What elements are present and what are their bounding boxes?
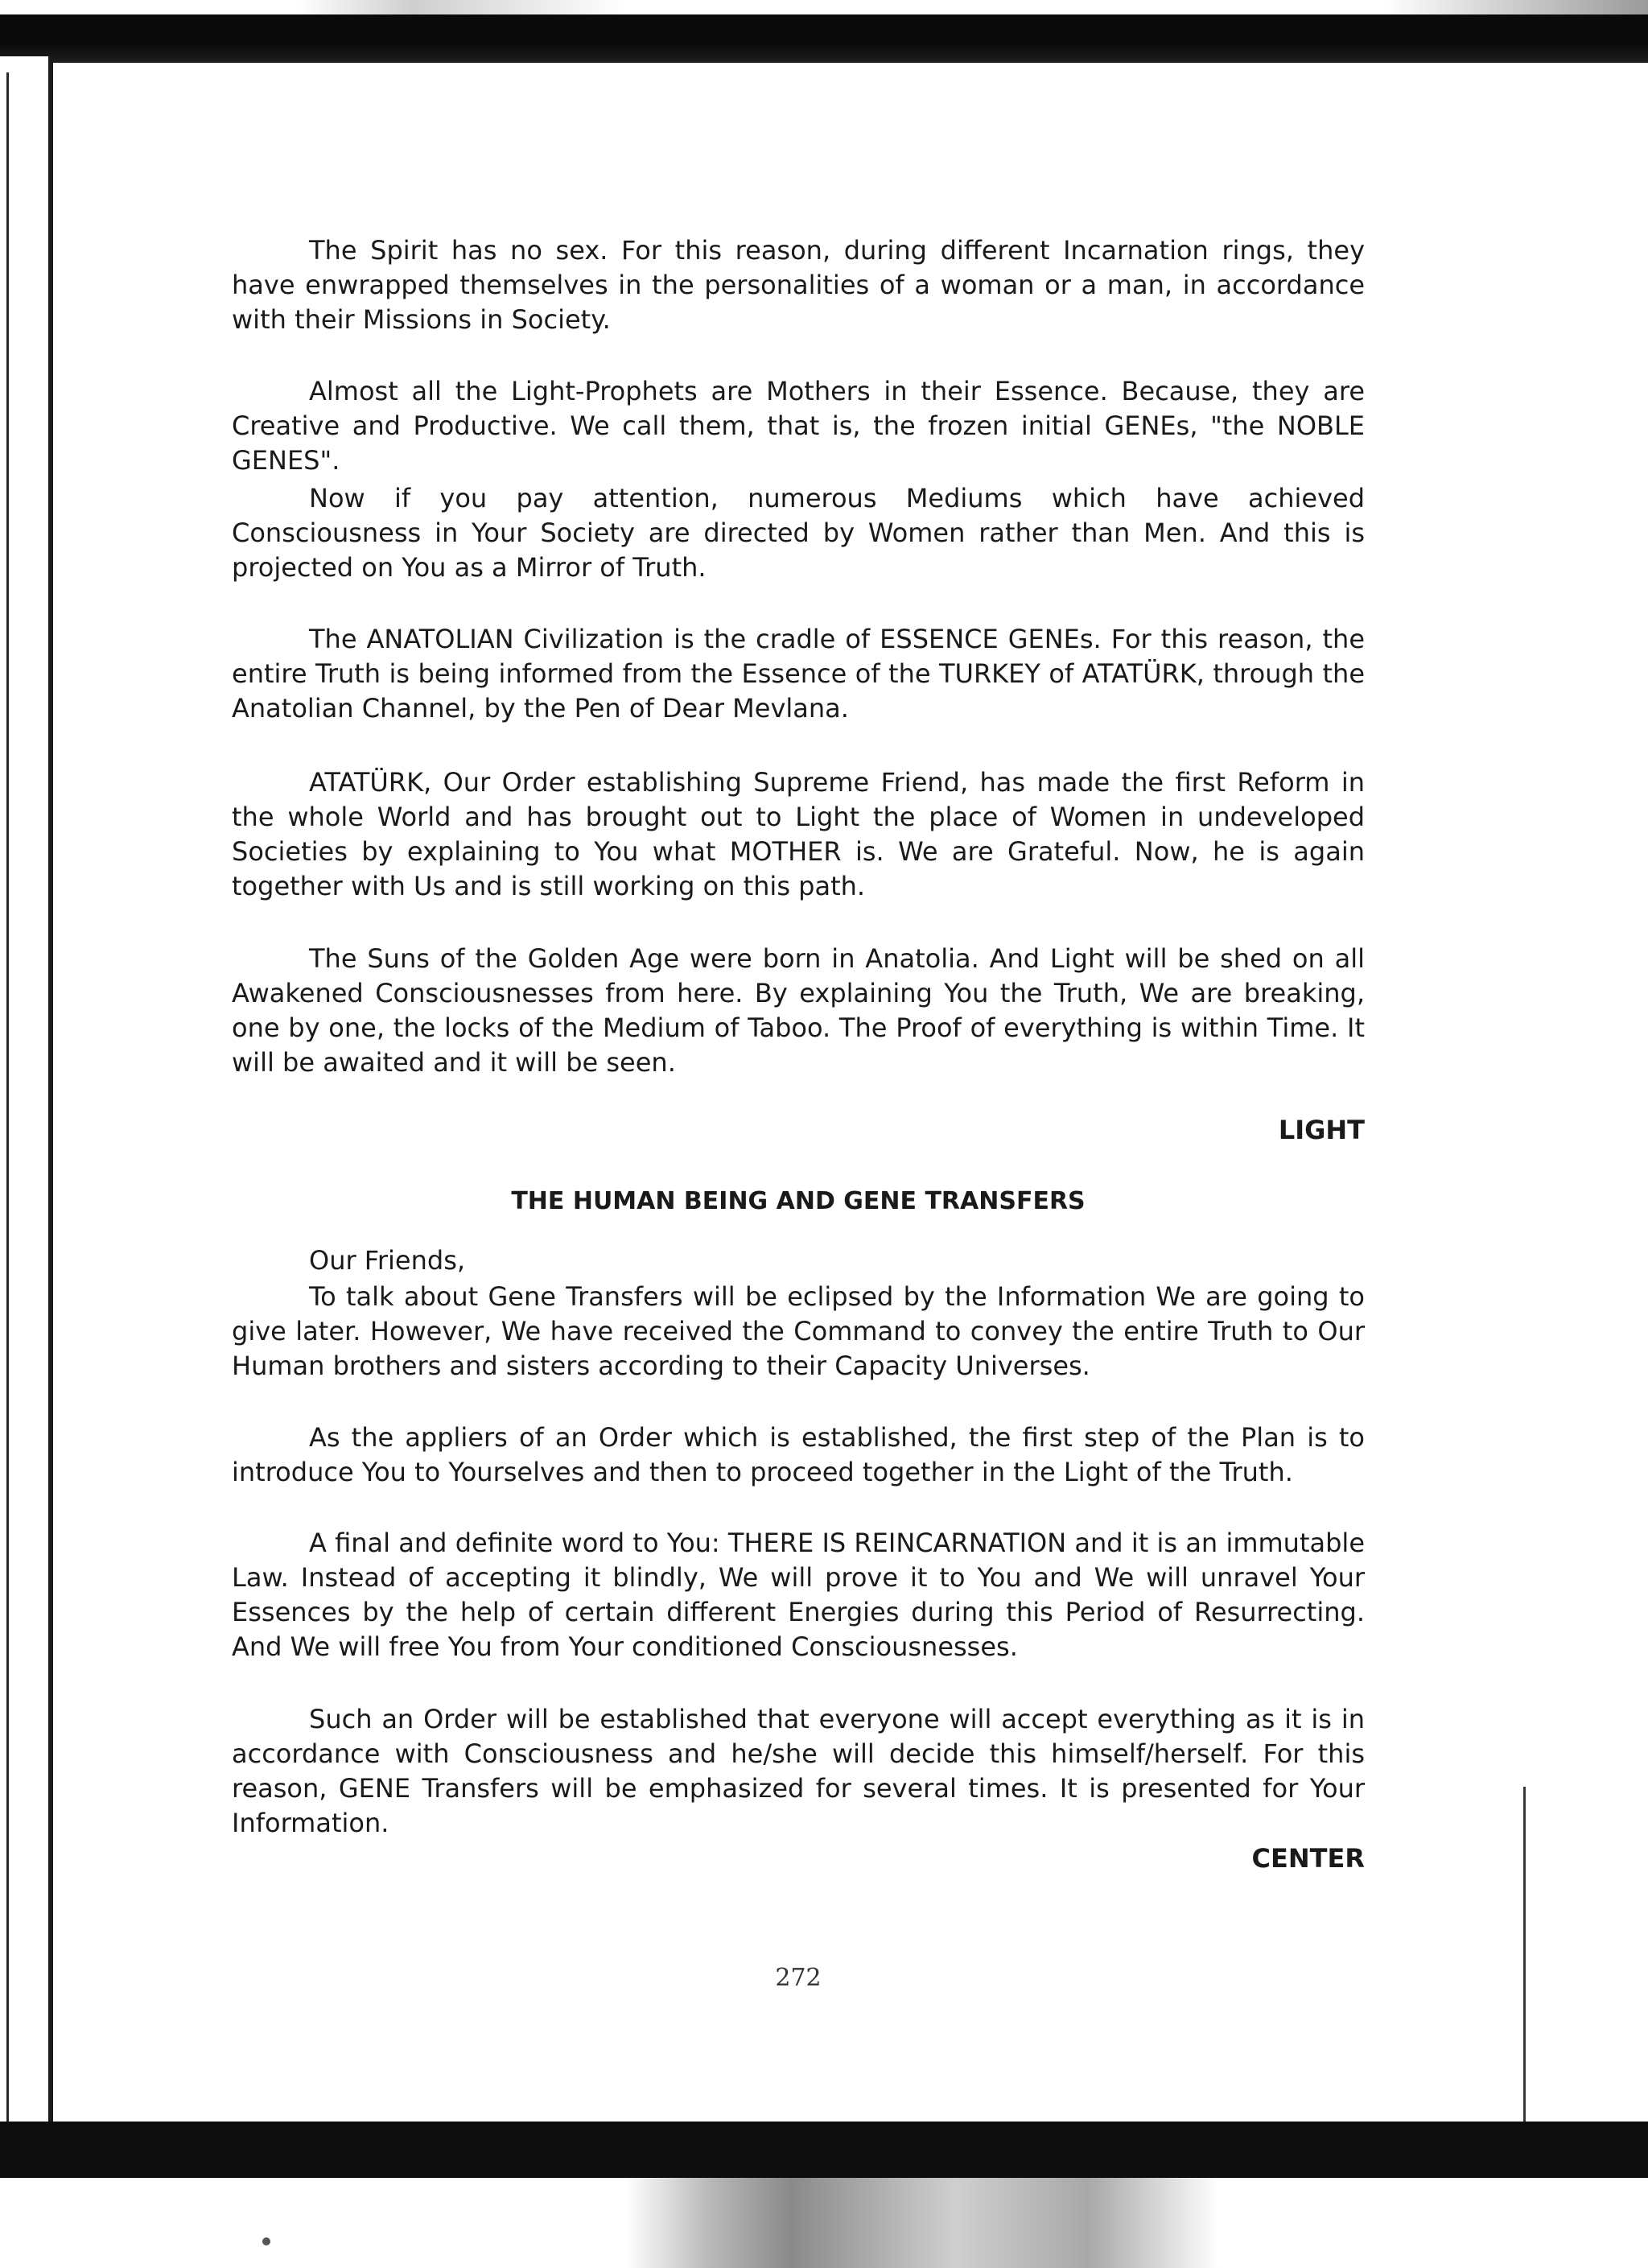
signature-light: LIGHT <box>1278 1115 1365 1145</box>
section-paragraph-3: A final and definite word to You: THERE IS REINCARNATION and it is an immutable Law. Instead of accepting it blindly, We will prove it to You and We will unravel Your Essences by the help of certain different Energies during this Period of Resurrecting. And We will free You from Your conditioned Consciousnesses. <box>232 1528 1365 1662</box>
section-heading: THE HUMAN BEING AND GENE TRANSFERS <box>511 1187 1086 1215</box>
paragraph-5: ATATÜRK, Our Order establishing Supreme Friend, has made the first Reform in the whole World and has brought out to Light the place of Women in undeveloped Societies by explaining to You what MOTHER is. We are Grateful. Now, he is again together with Us and is still working on this path. <box>232 767 1365 901</box>
paragraph-4: The ANATOLIAN Civilization is the cradle of ESSENCE GENEs. For this reason, the entire Truth is being informed from the Essence of the TURKEY of ATATÜRK, through the Anatolian Channel, by the Pen of Dear Mevlana. <box>232 624 1365 724</box>
section-paragraph-1: To talk about Gene Transfers will be eclipsed by the Information We are going to give later. However, We have received the Command to convey the entire Truth to Our Human brothers and sisters according to their Capacity Universes. <box>232 1281 1365 1381</box>
paragraph-2: Almost all the Light-Prophets are Mothers in their Essence. Because, they are Creative and Productive. We call them, that is, the frozen initial GENEs, "the NOBLE GENES". <box>232 376 1365 476</box>
signature-center: CENTER <box>1251 1843 1365 1874</box>
scan-left-line <box>6 72 9 2205</box>
paragraph-6: The Suns of the Golden Age were born in Anatolia. And Light will be shed on all Awakened Consciousnesses from here. By explaining You the Truth, We are breaking, one by one, the locks of the Medium of Taboo. The Proof of everything is within Time. It will be awaited and it will be seen. <box>232 943 1365 1078</box>
section-paragraph-2: As the appliers of an Order which is established, the first step of the Plan is to introduce You to Yourselves and then to proceed together in the Light of the Truth. <box>232 1422 1365 1487</box>
scan-speck <box>262 2237 270 2245</box>
paragraph-1: The Spirit has no sex. For this reason, during different Incarnation rings, they have enwrapped themselves in the personalities of a woman or a man, in accordance with their Missions in Society. <box>232 235 1365 335</box>
salutation: Our Friends, <box>309 1245 466 1276</box>
scan-top-highlight <box>0 0 1648 14</box>
section-paragraph-4: Such an Order will be established that everyone will accept everything as it is in accordance with Consciousness and he/she will decide this himself/herself. For this reason, GENE Transfers will be emphasized for several times. It is presented for Your Information. <box>232 1704 1365 1838</box>
paragraph-3: Now if you pay attention, numerous Mediums which have achieved Consciousness in Your Society are directed by Women rather than Men. And this is projected on You as a Mirror of Truth. <box>232 483 1365 583</box>
scan-right-mark <box>1523 1787 1526 2125</box>
page-number: 272 <box>775 1964 822 1992</box>
scan-bottom-band <box>0 2178 1648 2268</box>
